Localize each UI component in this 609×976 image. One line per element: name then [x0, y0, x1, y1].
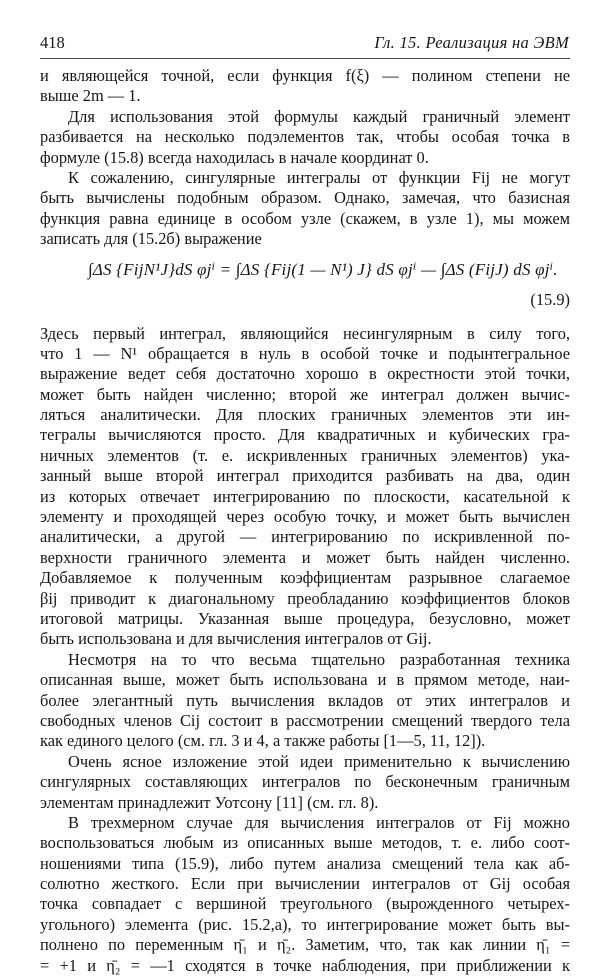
text-line: Очень ясное изложение этой идеи применительно к вычислению — [68, 751, 570, 771]
text-line: выше 2m — 1. — [40, 86, 141, 106]
page-header — [40, 33, 569, 55]
page-number: 418 — [40, 33, 65, 52]
text-line: Добавляемое к полученным коэффициентам разрывное слагаемое — [40, 568, 570, 588]
text-line: ношениями типа (15.9), либо путем анализа смещений тела как аб- — [40, 853, 570, 873]
text-line: тегралы вычисляются просто. Для квадратичных и кубических гра- — [40, 425, 570, 445]
text-line: формуле (15.8) всегда находилась в начале координат 0. — [40, 147, 429, 167]
text-line: элементу и проходящей через особую точку, и может быть вычислен — [40, 507, 570, 527]
text-line: аналитически, а другой — интегрированию по искривленной по- — [40, 527, 570, 547]
text-line: Здесь первый интеграл, являющийся несингулярным в силу того, — [40, 323, 570, 343]
text-line: и являющейся точной, если функция f(ξ) — полином степени не — [40, 66, 570, 85]
text-line: ляться аналитически. Для плоских граничных элементов эти ин- — [40, 405, 570, 425]
text-line: записать для (15.2б) выражение — [40, 229, 262, 249]
text-line: Несмотря на то что весьма тщательно разработанная техника — [68, 649, 570, 669]
text-line: К сожалению, сингулярные интегралы от функции Fij не могут — [68, 167, 570, 187]
running-title: Гл. 15. Реализация на ЭВМ — [374, 33, 569, 52]
text-line: занный выше второй интеграл приходится разбивать на два, один — [40, 466, 570, 486]
text-line: более элегантный путь вычисления вкладов от этих интегралов и — [40, 690, 570, 710]
text-line: описанная выше, может быть использована и в прямом методе, наи- — [40, 670, 570, 690]
text-line: воспользоваться любым из описанных выше методов, т. е. либо соот- — [40, 833, 570, 853]
text-line: = +1 и η̄₂ = —1 сходятся в точке наблюдения, при приближении к — [40, 955, 570, 975]
text-line: выражение ведет себя достаточно хорошо в окрестности этой точки, — [40, 364, 570, 384]
text-line: угольного) элемента (рис. 15.2,а), то интегрирование может быть вы- — [40, 914, 570, 934]
text-line: из которых отвечает интегрированию по плоскости, касательной к — [40, 486, 570, 506]
text-line: функция равна единице в особом узле (скажем, в узле 1), мы можем — [40, 208, 570, 228]
text-line: итоговой матрицы. Указанная выше процедура, безусловно, может — [40, 608, 570, 628]
text-line: сингулярных составляющих интегралов по бесконечным граничным — [40, 772, 570, 792]
text-line: В трехмерном случае для вычисления интегралов от Fij можно — [68, 812, 570, 832]
equation-number: (15.9) — [530, 289, 570, 309]
equation-expression: ∫ΔS {FijN¹J}dS φjⁱ = ∫ΔS {Fij(1 — N¹) J} dS φjⁱ — ∫ΔS (FijJ) dS φjⁱ. — [88, 259, 558, 279]
text-line: полнено по переменным η̄₁ и η̄₂. Заметим, что, так как линии η̄₁ = — [40, 935, 570, 955]
text-line: разбивается на несколько подэлементов так, чтобы особая точка в — [40, 127, 570, 147]
text-line: элементам принадлежит Уотсону [11] (см. гл. 8). — [40, 792, 379, 812]
text-line: что 1 — N¹ обращается в нуль в особой точке и подынтегральное — [40, 343, 570, 363]
text-line: как единого целого (см. гл. 3 и 4, а также работы [1—5, 11, 12]). — [40, 731, 486, 751]
text-line: свободных членов Cij состоит в рассмотрении смещений твердого тела — [40, 710, 570, 730]
text-line: верхности граничного элемента и может быть найден численно. — [40, 547, 570, 567]
text-line: Для использования этой формулы каждый граничный элемент — [68, 106, 570, 126]
equation-15-9 — [40, 258, 570, 318]
text-line: точка совпадает с вершиной треугольного (вырожденного четырех- — [40, 894, 570, 914]
text-line: быть вычислены подобным образом. Однако, замечая, что базисная — [40, 188, 570, 208]
text-line: быть использована и для вычисления интегралов от Gij. — [40, 629, 432, 649]
header-rule — [40, 58, 570, 59]
text-line: ничных элементов (т. е. искривленных граничных элементов) ука- — [40, 445, 570, 465]
body-text — [40, 66, 570, 976]
text-line: βij приводит к диагональному преобладанию коэффициентов блоков — [40, 588, 570, 608]
text-line: солютно жесткого. Если при вычислении интегралов от Gij особая — [40, 874, 570, 894]
text-line: может быть найден численно; второй же интеграл должен вычис- — [40, 384, 570, 404]
